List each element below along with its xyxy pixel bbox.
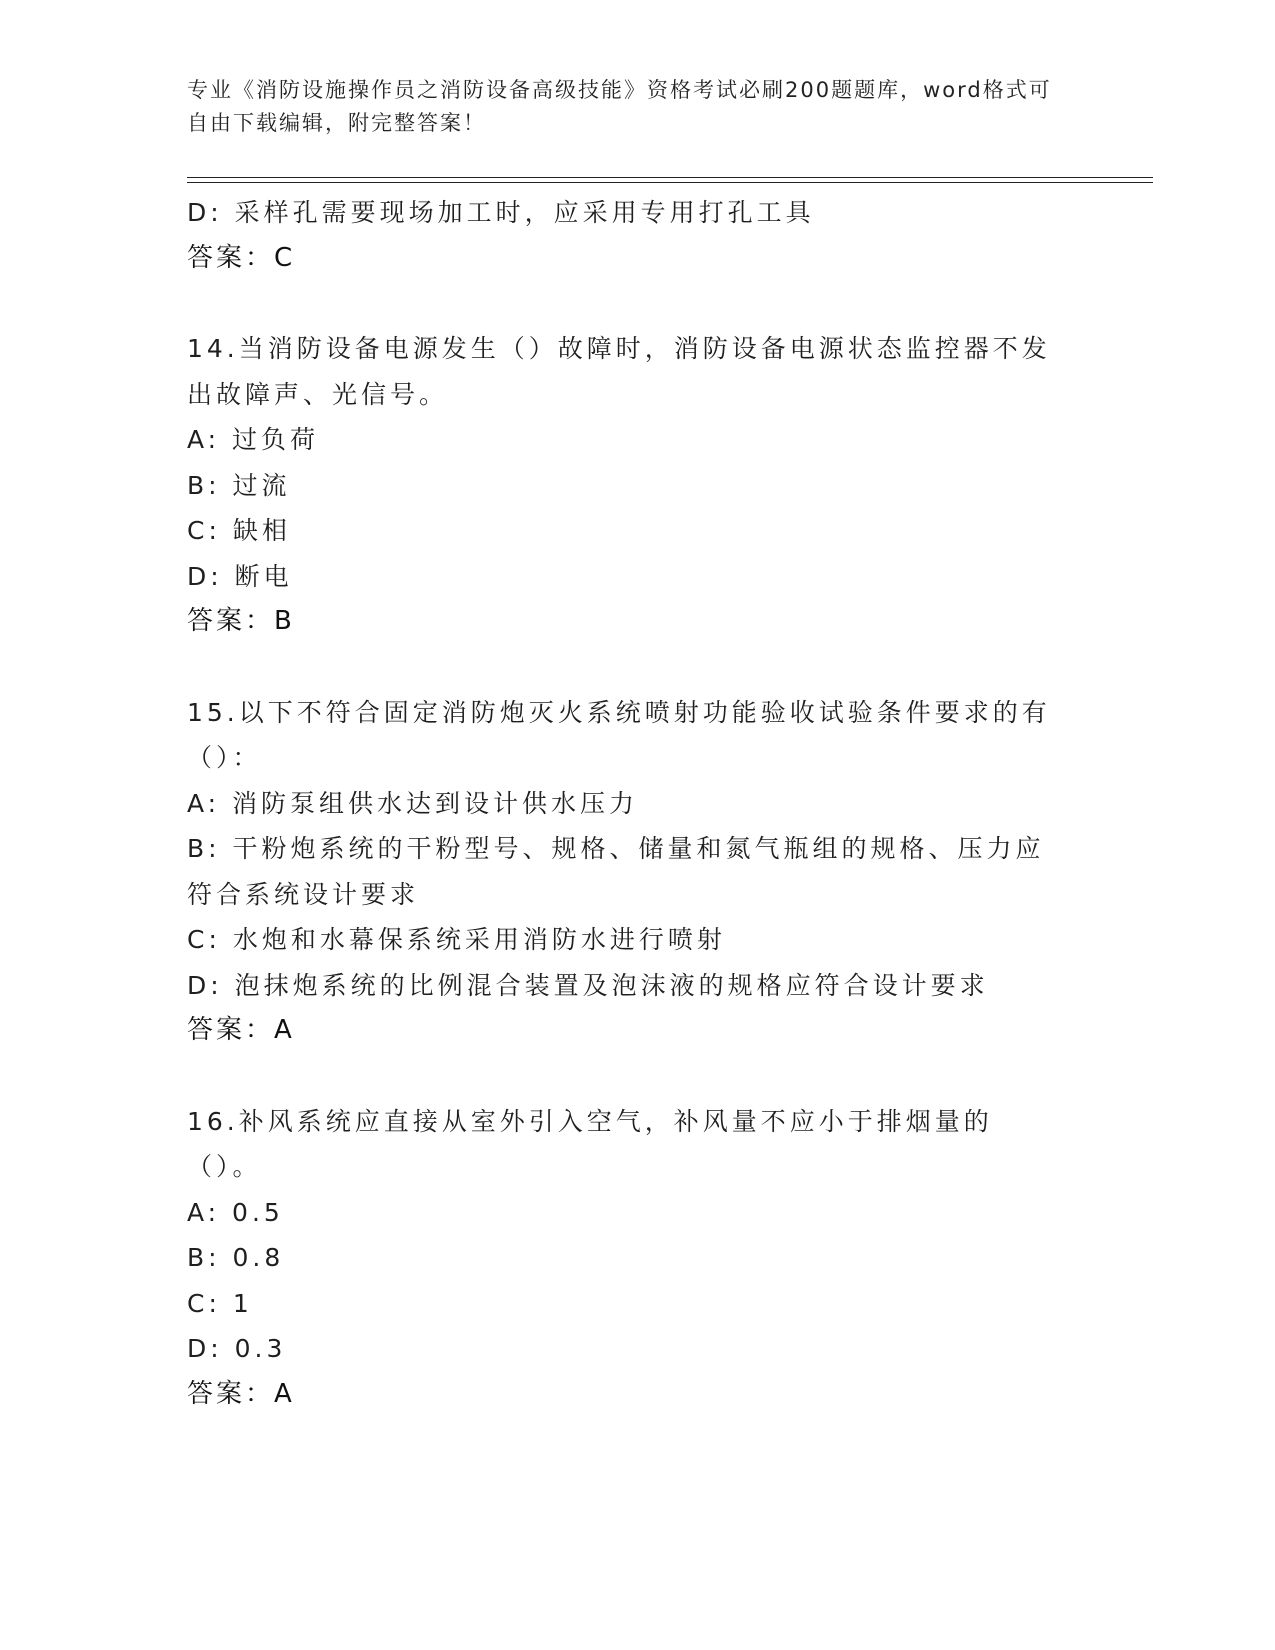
answer: 答案：A [187, 1015, 295, 1045]
option-b: B: 干粉炮系统的干粉型号、规格、储量和氮气瓶组的规格、压力应符合系统设计要求 [187, 834, 1045, 909]
answer: 答案：A [187, 1378, 295, 1409]
question-text: 15.以下不符合固定消防炮灭火系统喷射功能验收试验条件要求的有（）： [187, 697, 1051, 772]
question-text: 14.当消防设备电源发生（）故障时，消防设备电源状态监控器不发出故障声、光信号。 [187, 334, 1051, 409]
option-a: A: 0.5 [187, 1197, 284, 1227]
question-13-tail [187, 190, 1087, 281]
document-content [187, 190, 1087, 1417]
answer: 答案：B [187, 606, 295, 636]
option-d: D: 泡抹炮系统的比例混合装置及泡沫液的规格应符合设计要求 [187, 970, 989, 1000]
question-16 [187, 1099, 1087, 1418]
page-header: 专业《消防设施操作员之消防设备高级技能》资格考试必刷200题题库，word格式可自由下载编辑，附完整答案！ [187, 78, 1052, 135]
option-b: B: 过流 [187, 470, 291, 500]
option-c: C: 缺相 [187, 516, 291, 545]
option-c: C: 水炮和水幕保系统采用消防水进行喷射 [187, 925, 726, 954]
option-d: D: 0.3 [187, 1334, 287, 1363]
option-b: B: 0.8 [187, 1243, 285, 1272]
option-d: D: 采样孔需要现场加工时，应采用专用打孔工具 [187, 198, 815, 227]
question-text: 16.补风系统应直接从室外引入空气，补风量不应小于排烟量的（）。 [187, 1106, 993, 1181]
question-14 [187, 326, 1087, 645]
option-d: D: 断电 [187, 561, 293, 591]
option-a: A: 消防泵组供水达到设计供水压力 [187, 788, 639, 818]
question-15 [187, 690, 1087, 1054]
header-rule-top [187, 177, 1153, 178]
header-rule-bottom [187, 182, 1153, 183]
answer: 答案：C [187, 242, 296, 273]
option-a: A: 过负荷 [187, 425, 320, 454]
option-c: C: 1 [187, 1288, 253, 1318]
